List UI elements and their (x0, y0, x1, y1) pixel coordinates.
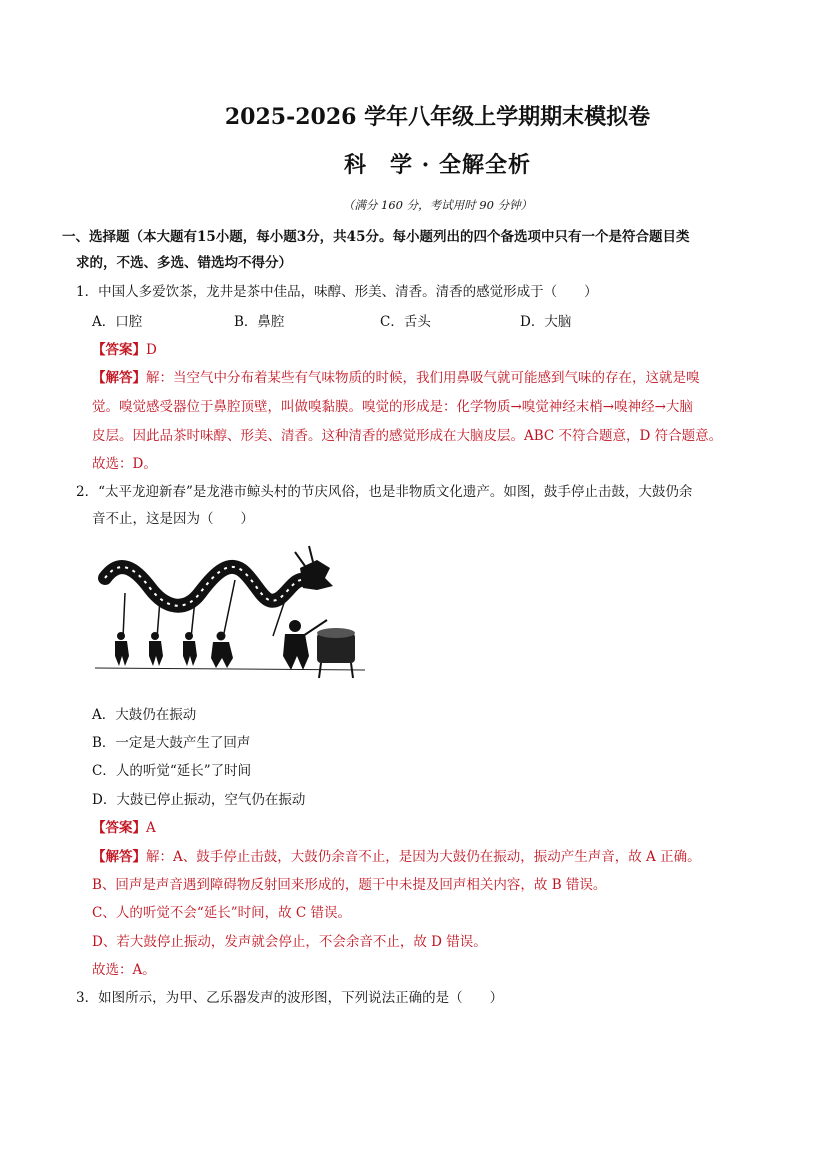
q2-analysis-text1: 解：A、鼓手停止击鼓，大鼓仍余音不止，是因为大鼓仍在振动，振动产生声音，故 A 正确。 (146, 849, 701, 865)
q2-analysis-line1 (92, 847, 701, 867)
exam-title: 2025-2026 学年八年级上学期期末模拟卷 (224, 104, 651, 130)
q1-analysis-tag: 【解答】 (92, 370, 146, 386)
q2-option-a: A．大鼓仍在振动 (92, 707, 197, 723)
q1-option-d: D．大脑 (520, 314, 572, 330)
q1-analysis-line3: 皮层。因此品茶时味醇、形美、清香。这种清香的感觉形成在大脑皮层。ABC 不符合题意，D 符合题意。 (92, 428, 723, 444)
q2-answer-tag: 【答案】 (92, 820, 146, 836)
exam-subtitle: 科 学 · 全解全析 (344, 152, 531, 178)
section-heading-line1: 一、选择题（本大题有15小题，每小题3分，共45分。每小题列出的四个备选项中只有一个是符合题目类 (62, 229, 690, 245)
q2-answer-value: A (146, 820, 156, 836)
q2-stem-line2: 音不止，这是因为（ ） (92, 511, 254, 527)
q2-analysis-tag: 【解答】 (92, 849, 146, 865)
q1-option-a: A．口腔 (92, 314, 143, 330)
exam-note: （满分 160 分，考试用时 90 分钟） (342, 198, 533, 212)
q2-answer (92, 818, 156, 838)
section-heading-line2: 求的，不选、多选、错选均不得分） (76, 255, 292, 271)
q1-answer-tag: 【答案】 (92, 342, 146, 358)
q1-analysis-line2: 觉。嗅觉感受器位于鼻腔顶壁，叫做嗅黏膜。嗅觉的形成是：化学物质→嗅觉神经末梢→嗅神经→大脑 (92, 399, 693, 415)
q2-conclusion: 故选：A。 (92, 962, 156, 978)
q1-stem: 1．中国人多爱饮茶，龙井是茶中佳品，味醇、形美、清香。清香的感觉形成于（ ） (76, 284, 598, 300)
q1-answer-value: D (146, 342, 157, 358)
q2-option-d: D．大鼓已停止振动，空气仍在振动 (92, 792, 306, 808)
q1-analysis-line1 (92, 368, 700, 388)
q2-option-c: C．人的听觉“延长”了时间 (92, 763, 252, 779)
q3-stem: 3．如图所示，为甲、乙乐器发声的波形图，下列说法正确的是（ ） (76, 990, 504, 1006)
q1-analysis-text1: 解：当空气中分布着某些有气味物质的时候，我们用鼻吸气就可能感到气味的存在，这就是嗅 (146, 370, 700, 386)
q2-analysis-line3: C、人的听觉不会“延长”时间，故 C 错误。 (92, 905, 352, 921)
q1-answer (92, 340, 157, 360)
q2-analysis-line4: D、若大鼓停止振动，发声就会停止，不会余音不止，故 D 错误。 (92, 934, 487, 950)
q2-option-b: B．一定是大鼓产生了回声 (92, 735, 251, 751)
q2-analysis-line2: B、回声是声音遇到障碍物反射回来形成的，题干中未提及回声相关内容，故 B 错误。 (92, 877, 607, 893)
dragon-dance-illustration (95, 538, 370, 693)
q1-conclusion: 故选：D。 (92, 456, 157, 472)
q1-option-b: B．鼻腔 (234, 314, 285, 330)
q2-stem-line1: 2．“太平龙迎新春”是龙港市鲸头村的节庆风俗，也是非物质文化遗产。如图，鼓手停止击鼓，大鼓仍余 (76, 484, 693, 500)
q1-option-c: C．舌头 (380, 314, 431, 330)
